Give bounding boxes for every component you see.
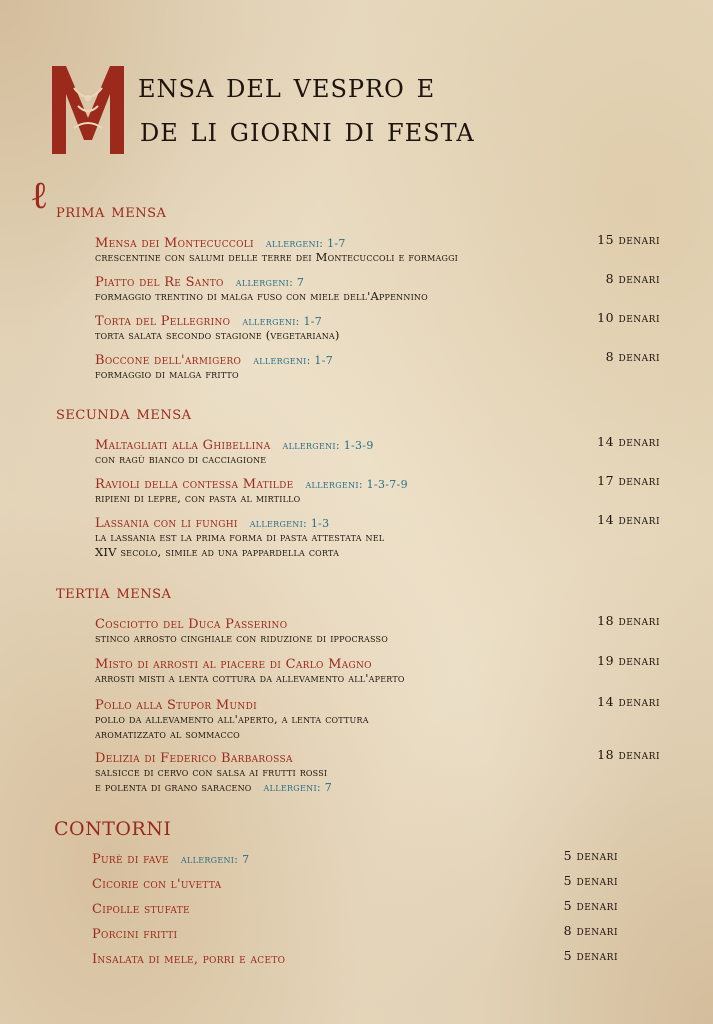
item-price: 14 denari [597,512,660,527]
item-name: Misto di arrosti al piacere di Carlo Magno [95,657,372,672]
menu-item [95,613,660,646]
item-description: formaggio di malga fritto [95,367,239,381]
item-price: 8 denari [605,271,660,286]
title-line-2: de li giorni di festa [140,110,475,150]
initial-flourish-icon [44,58,132,162]
menu-item [95,653,660,686]
section-title-tertia: tertia mensa [56,581,172,603]
item-description: torta salata secondo stagione (vegetariana) [95,328,340,342]
item-price: 5 denari [563,948,618,963]
item-price: 18 denari [597,613,660,628]
item-price: 15 denari [597,232,660,247]
item-price: 5 denari [563,898,618,913]
item-allergens: allergeni: 1-7 [242,315,323,328]
section-title-contorni: CONTORNI [54,818,172,840]
item-price: 17 denari [597,473,660,488]
item-price: 10 denari [597,310,660,325]
item-name: Porcini fritti [92,927,178,942]
menu-item [95,473,660,506]
item-allergens: allergeni: 7 [235,276,305,289]
item-name: Pollo alla Stupor Mundi [95,698,257,713]
menu-item [95,232,660,265]
item-price: 8 denari [563,923,618,938]
item-price: 14 denari [597,434,660,449]
item-description: la lassania est la prima forma di pasta attestata nel [95,530,385,544]
side-dish-item [92,948,618,966]
item-description: XIV secolo, simile ad una pappardella corta [95,545,340,559]
item-name: Cipolle stufate [92,902,190,917]
menu-item [95,434,660,467]
item-description: stinco arrosto cinghiale con riduzione di ippocrasso [95,631,388,645]
item-name: Boccone dell'armigero [95,353,242,368]
menu-item [95,512,660,560]
item-name: Purè di fave [92,852,169,867]
item-description: ripieni di lepre, con pasta al mirtillo [95,491,301,505]
item-price: 19 denari [597,653,660,668]
illuminated-initial [44,58,132,162]
menu-header [44,58,664,168]
menu-item [95,694,660,742]
item-name: Torta del Pellegrino [95,314,231,329]
item-name: Mensa dei Montecuccoli [95,236,254,251]
item-price: 5 denari [563,848,618,863]
item-allergens: allergeni: 1-3-9 [282,439,374,452]
item-description: aromatizzato al sommacco [95,727,240,741]
menu-item [95,271,660,304]
item-name: Delizia di Federico Barbarossa [95,751,293,766]
section-title-prima: prima mensa [56,200,167,222]
item-description [95,780,660,795]
side-dish-item [92,873,618,891]
item-description: formaggio trentino di malga fuso con miele dell'Appennino [95,289,428,303]
item-name: Piatto del Re Santo [95,275,224,290]
item-description-text: e polenta di grano saraceno [95,780,252,794]
item-allergens: allergeni: 7 [180,853,250,866]
swash-ornament-icon: ℓ [30,173,49,217]
item-price: 8 denari [605,349,660,364]
item-name: Cosciotto del Duca Passerino [95,617,288,632]
item-name: Cicorie con l'uvetta [92,877,222,892]
item-price: 5 denari [563,873,618,888]
item-name: Lassania con li funghi [95,516,238,531]
item-price: 14 denari [597,694,660,709]
item-name: Ravioli della contessa Matilde [95,477,294,492]
item-price: 18 denari [597,747,660,762]
item-name: Insalata di mele, porri e aceto [92,952,286,967]
item-allergens: allergeni: 1-7 [253,354,334,367]
item-allergens: allergeni: 1-3-7-9 [305,478,408,491]
item-allergens: allergeni: 1-7 [265,237,346,250]
section-title-secunda: secunda mensa [56,402,192,424]
menu-item [95,349,660,382]
side-dish-item [92,848,618,866]
item-description: pollo da allevamento all'aperto, a lenta cottura [95,712,369,726]
side-dish-item [92,923,618,941]
title-line-1: ensa del vespro e [138,66,436,106]
item-allergens: allergeni: 1-3 [249,517,330,530]
item-description: salsicce di cervo con salsa ai frutti rossi [95,765,328,779]
item-description: con ragù bianco di cacciagione [95,452,267,466]
item-description: crescentine con salumi delle terre dei Montecuccoli e formaggi [95,250,459,264]
menu-item [95,747,660,795]
menu-item [95,310,660,343]
item-allergens: allergeni: 7 [263,781,333,794]
item-name: Maltagliati alla Ghibellina [95,438,271,453]
item-description: arrosti misti a lenta cottura da allevamento all'aperto [95,671,405,685]
side-dish-item [92,898,618,916]
